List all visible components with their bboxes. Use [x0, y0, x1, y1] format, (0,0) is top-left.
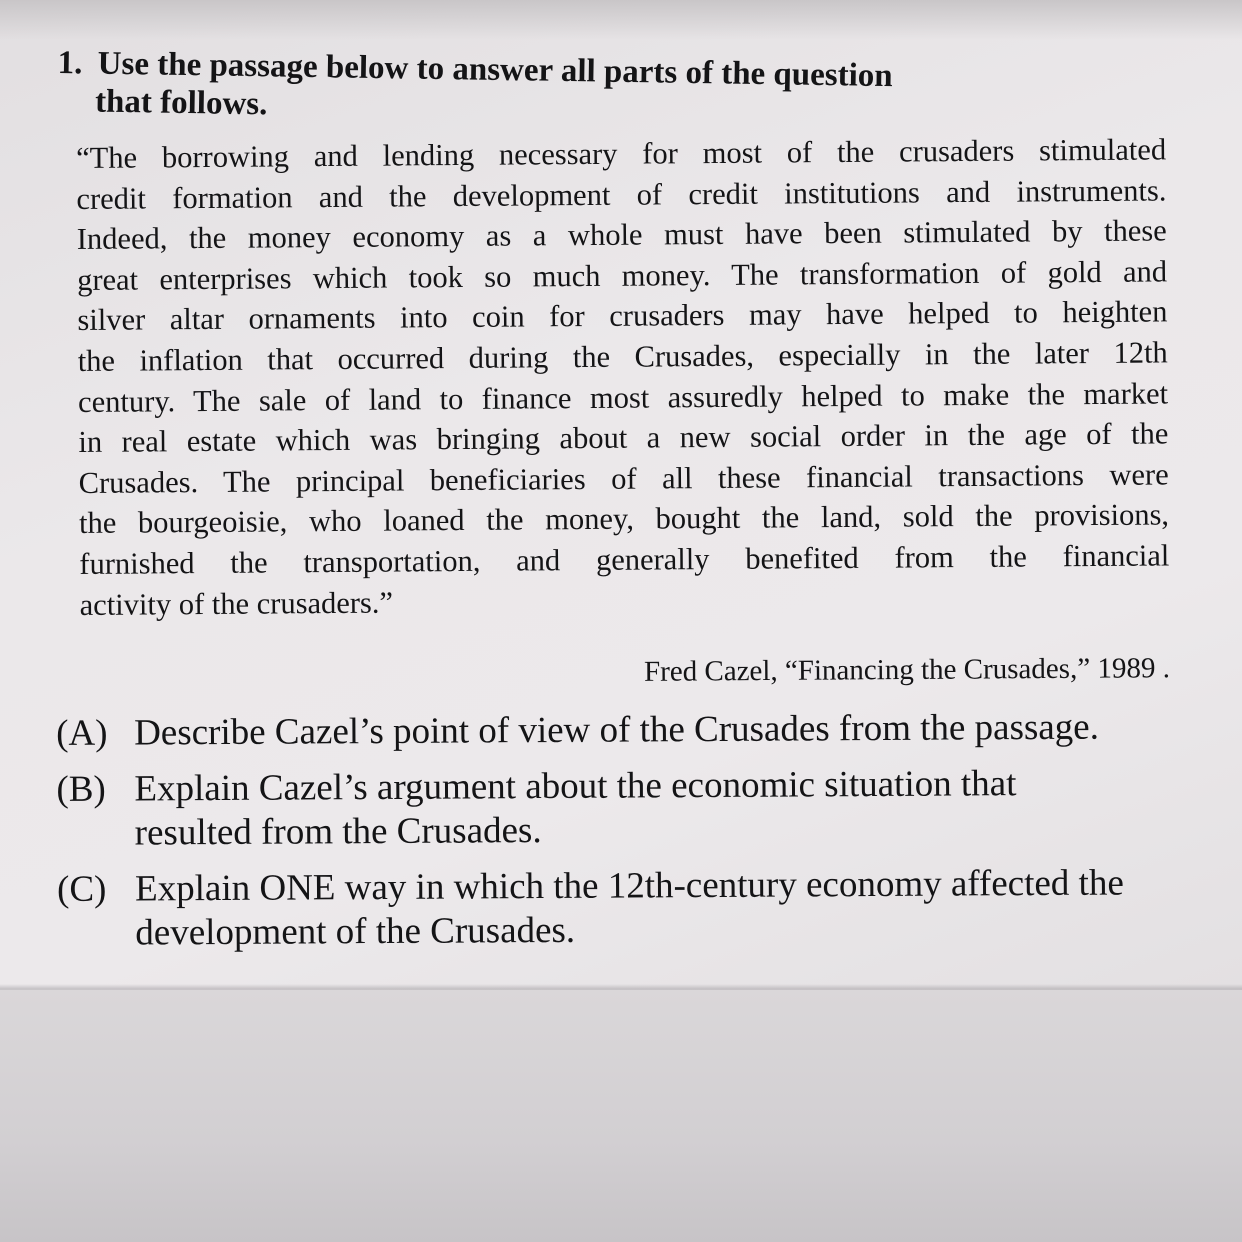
part-prompt: Explain Cazel’s argument about the economic situation that resulted from the Crusades.	[134, 763, 1017, 854]
page-top-shadow	[0, 0, 1242, 40]
passage-line: Indeed, the money economy as a whole must have been stimulated by these	[76, 213, 1167, 257]
part-prompt: Describe Cazel’s point of view of the Crusades from the passage.	[134, 706, 1100, 754]
part-letter: (A)	[56, 712, 108, 754]
passage-line: silver altar ornaments into coin for crusaders may have helped to heighten	[77, 294, 1168, 338]
passage-line: Crusades. The principal beneficiaries of all these financial transactions were	[78, 457, 1169, 500]
question-number: 1.	[57, 44, 83, 82]
passage-quote	[76, 129, 1170, 625]
passage-line: “The borrowing and lending necessary for most of the crusaders stimulated	[76, 132, 1167, 175]
underlying-page	[0, 990, 1242, 1242]
part-letter: (B)	[56, 768, 106, 810]
part-prompt: Explain ONE way in which the 12th-century economy affected the development of the Crusades.	[134, 862, 1124, 954]
passage-line: in real estate which was bringing about a new social order in the age of the	[78, 416, 1169, 460]
passage-attribution: Fred Cazel, “Financing the Crusades,” 1989 .	[643, 652, 1171, 688]
passage-line: credit formation and the development of credit institutions and instruments.	[76, 173, 1167, 216]
question-parts	[56, 705, 1238, 968]
part-letter: (C)	[56, 868, 107, 910]
passage-line: the bourgeoisie, who loaned the money, bought the land, sold the provisions,	[78, 497, 1170, 541]
question-part-a	[56, 705, 1236, 756]
question-part-c	[57, 861, 1238, 956]
passage-line: great enterprises which took so much money. The transformation of gold and	[76, 254, 1168, 297]
passage-line: century. The sale of land to finance most assuredly helped to make the market	[77, 375, 1169, 419]
passage-line: furnished the transportation, and generally benefited from the financial	[79, 538, 1170, 581]
question-part-b	[56, 761, 1237, 856]
passage-line: the inflation that occurred during the Crusades, especially in the later 12th	[77, 335, 1168, 378]
question-heading-line-1: Use the passage below to answer all parts of the question	[97, 45, 893, 95]
passage-line: activity of the crusaders.”	[79, 585, 394, 622]
question-heading-line-2: that follows.	[94, 83, 268, 123]
